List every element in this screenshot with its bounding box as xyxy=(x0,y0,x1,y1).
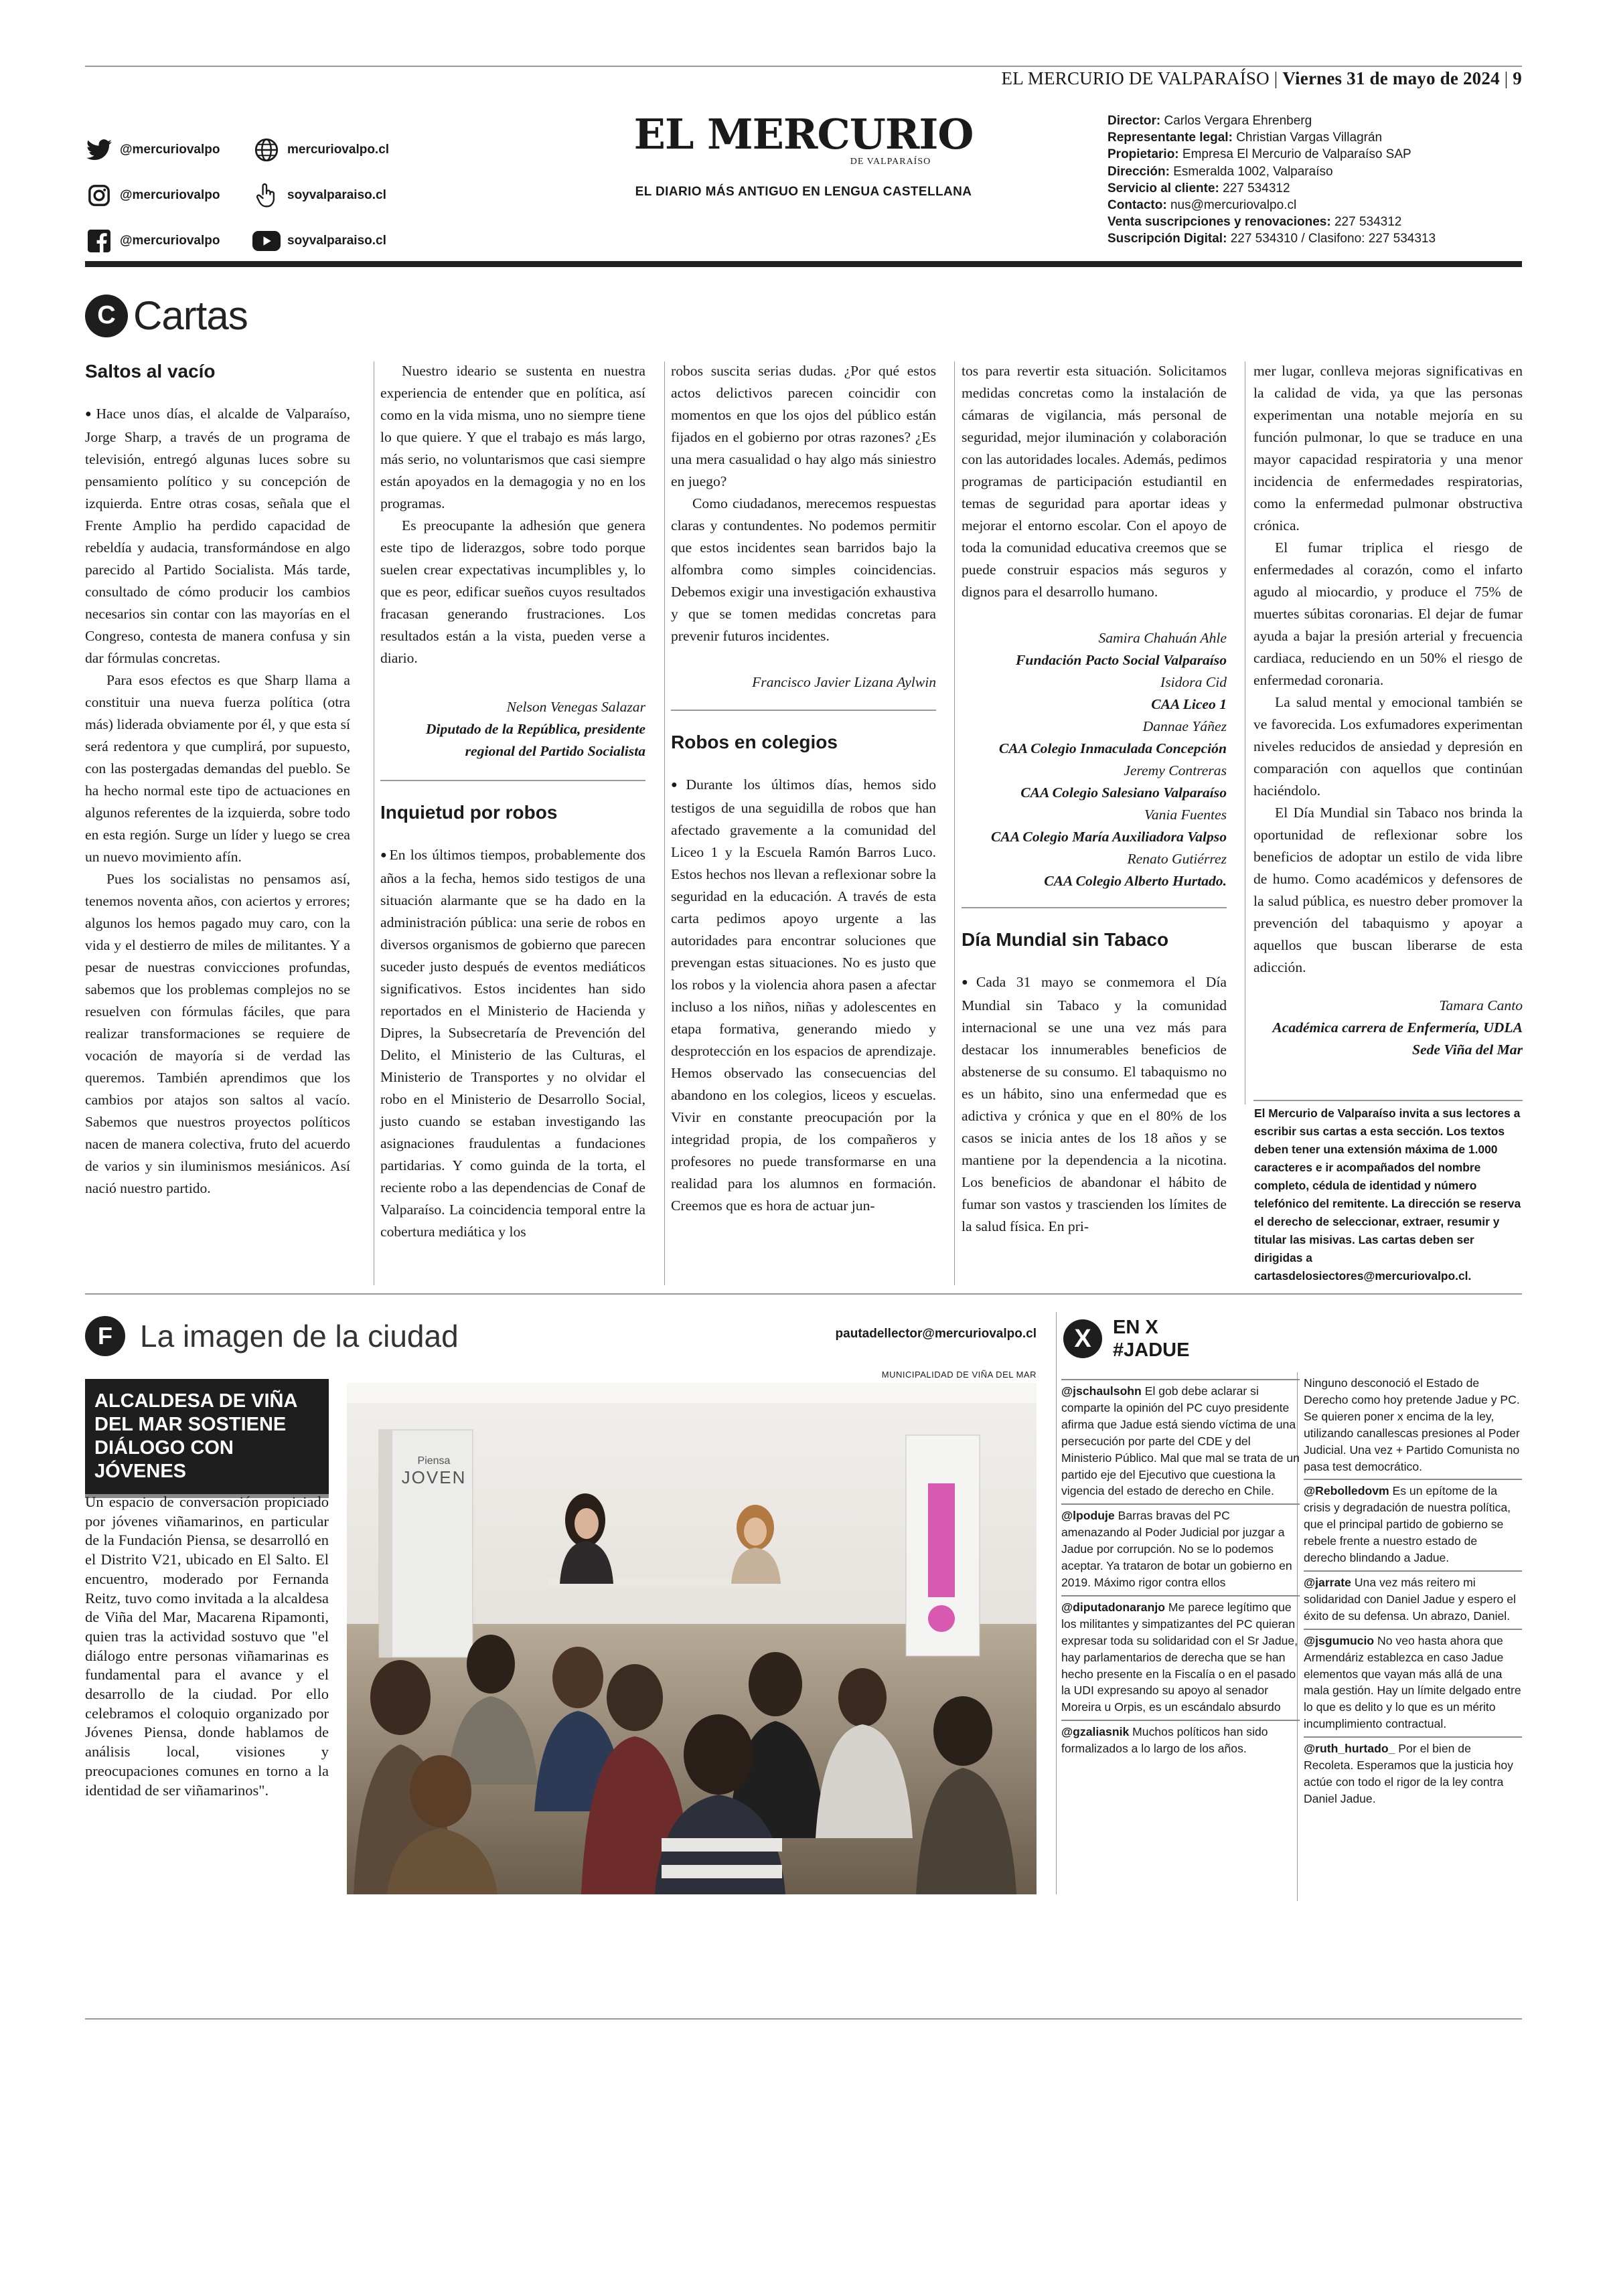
tweet-text: Es un epítome de la crisis y degradación de nuestra política, que el principal partido de gobierno se rebele frente a nuestro estado de derecho blindando a Jadue. xyxy=(1304,1484,1511,1565)
tweet xyxy=(1304,1372,1522,1479)
note-divider xyxy=(1253,1100,1523,1101)
letter-headline: Día Mundial sin Tabaco xyxy=(962,929,1169,950)
tweet xyxy=(1061,1720,1300,1761)
tweet-user[interactable]: @lpoduje xyxy=(1061,1509,1115,1523)
signature-role: Diputado de la República, presidente regional del Partido Socialista xyxy=(425,721,645,759)
signer: Isidora Cid xyxy=(1160,674,1227,690)
tweet xyxy=(1061,1379,1300,1503)
signer: Renato Gutiérrez xyxy=(1127,851,1227,867)
youtube-icon xyxy=(252,227,281,255)
banner-line: JOVEN xyxy=(401,1467,467,1487)
cartas-header xyxy=(85,293,248,339)
tweet xyxy=(1304,1629,1522,1736)
x-section-divider xyxy=(1056,1312,1057,1894)
column-divider xyxy=(664,361,665,1285)
letter-headline: Saltos al vacío xyxy=(85,361,216,382)
staff-line: Servicio al cliente: 227 534312 xyxy=(1107,181,1290,195)
tweet-user[interactable]: @gzaliasnik xyxy=(1061,1725,1130,1739)
instagram-icon xyxy=(85,181,113,210)
tweet-user[interactable]: @ruth_hurtado_ xyxy=(1304,1742,1395,1756)
tweet-text: No veo hasta ahora que Armendáriz establezca en caso Jadue elementos que vayan más allá de una mala gestión. Hay un límite delgado entre lo que es delito y lo que es un mérito incumplimiento contractual. xyxy=(1304,1633,1521,1731)
ciudad-header xyxy=(85,1316,459,1356)
tweet-user[interactable]: @jschaulsohn xyxy=(1061,1384,1142,1398)
signature-name: Francisco Javier Lizana Aylwin xyxy=(752,674,936,690)
tweets-column-1 xyxy=(1061,1379,1300,1761)
tweet xyxy=(1304,1479,1522,1570)
photo-credit: MUNICIPALIDAD DE VIÑA DEL MAR xyxy=(881,1370,1037,1380)
social-twitter[interactable] xyxy=(85,136,252,164)
signer: Dannae Yáñez xyxy=(1142,718,1227,734)
letter-paragraph: Es preocupante la adhesión que genera este tipo de liderazgos, sobre todo porque suelen crear expectativas incumplibles y, lo que es peor, edificar sueños cuyos resultados fracasan generando frustraciones. Los resultados están a la vista, pueden verse a diario. xyxy=(380,517,645,666)
cartas-icon: C xyxy=(85,295,128,337)
staff-line: Director: Carlos Vergara Ehrenberg xyxy=(1107,114,1312,128)
ciudad-title: La imagen de la ciudad xyxy=(140,1319,459,1354)
staff-line: Propietario: Empresa El Mercurio de Valparaíso SAP xyxy=(1107,147,1411,162)
letter-saltos-al-vacio xyxy=(85,360,350,1200)
signer: Vania Fuentes xyxy=(1144,807,1227,823)
banner-text xyxy=(400,1455,467,1488)
letter-column-2 xyxy=(380,360,645,1243)
tweet-text: Una vez más reitero mi solidaridad con Daniel Jadue y espero el éxito de su defensa. Un abrazo, Daniel. xyxy=(1304,1575,1516,1623)
tweet xyxy=(1304,1736,1522,1811)
signer-org: Fundación Pacto Social Valparaíso xyxy=(1016,652,1227,668)
tweet xyxy=(1061,1503,1300,1595)
signer-org: CAA Liceo 1 xyxy=(1151,696,1227,712)
instagram-handle: @mercuriovalpo xyxy=(120,188,220,202)
letter-divider xyxy=(671,710,936,711)
tweet-text: Barras bravas del PC amenazando al Poder Judicial por juzgar a Jadue por corrupción. No se lo podemos aceptar. Ya trataron de botar un gobierno en 2019. Máximo rigor contra ellos xyxy=(1061,1509,1292,1589)
bottom-rule xyxy=(85,2018,1522,2020)
masthead-tagline: EL DIARIO MÁS ANTIGUO EN LENGUA CASTELLANA xyxy=(635,185,972,199)
youtube-url: soyvalparaiso.cl xyxy=(287,234,386,248)
signer-org: CAA Colegio Inmaculada Concepción xyxy=(998,740,1227,756)
letter-paragraph: ● En los últimos tiempos, probablemente dos años a la fecha, hemos sido testigos de una situación alarmante que se ha dado en la administración pública: una serie de robos en diversos organismos de gobierno que parecen suceder justo después de eventos mediáticos significativos. Estos incidentes han sido reportados en el Ministerio de Hacienda y Dipres, la Subsecretaría de Prevención del Delito, el Ministerio de las Culturas, el Ministerio de Transportes y no olvidar el robo en el Ministerio de Desarrollo Social, justo cuando se estaban investigando las asignaciones fraudulentas a fundaciones partidarias. Y como guinda de la torta, el reciente robo a las dependencias de Conaf de Valparaíso. La coincidencia temporal entre la cobertura mediática y los xyxy=(380,844,645,1243)
letter-paragraph: Para esos efectos es que Sharp llama a constituir una nueva fuerza política (otra más) liderada obviamente por él, y que esta sí será redentora y que cumplirá, por supuesto, con las postergadas demandas del pueblo. Se ha hecho normal este tipo de actuaciones en algunos referentes de la izquierda, sobre todo en esta región. Surge un líder y luego se crea un nuevo movimiento afín. xyxy=(85,671,350,865)
letter-headline: Robos en colegios xyxy=(671,732,838,752)
signer-org: CAA Colegio Salesiano Valparaíso xyxy=(1020,785,1227,801)
ciudad-icon: F xyxy=(85,1316,125,1356)
letter-paragraph: ● Durante los últimos días, hemos sido testigos de una seguidilla de robos que han afectado gravemente a la comunidad del Liceo 1 y la Escuela Ramón Barros Luco. Estos hechos nos llevan a reflexionar sobre la seguridad en la educación. A través de esta carta pedimos apoyo urgente a las autoridades para encontrar soluciones que prevengan estas situaciones. No es justo que los robos y la violencia ahora pasen a afectar incluso a los niños, niñas y adolescentes en etapa formativa, generando miedo y desprotección en los espacios de aprendizaje. Hemos observado las consecuencias del abandono en los colegios, liceos y escuelas. Vivir en constante preocupación por la integridad propia, de los compañeros y profesores no puede transformarse en una realidad para los alumnos en formación. Creemos que es hora de actuar jun- xyxy=(671,774,936,1217)
folio-page: 9 xyxy=(1513,68,1522,88)
masthead-logo: EL MERCURIO xyxy=(633,110,974,159)
staff-box xyxy=(1107,112,1523,248)
social-instagram[interactable] xyxy=(85,181,252,210)
letter-paragraph: ● Cada 31 mayo se conmemora el Día Mundial sin Tabaco y la comunidad internacional se une una vez más para destacar los innumerables beneficios de abstenerse de su consumo. El tabaquismo no es un hábito, sino una enfermedad que es adictiva y crónica y que en el 80% de los casos se inicia antes de los 18 años y se mantiene por la dependencia a la nicotina. Los beneficios de abandonar el hábito de fumar son vastos y trascienden los límites de la salud física. En pri- xyxy=(962,971,1227,1238)
tweet-text: Me parece legítimo que los militantes y simpatizantes del PC quieran expresar toda su solidaridad con el Sr Jadue, hay parlamentarios de derecha que se han hecho presente en la Fiscalía o en el pasado la UDI expresando su apoyo al senador Moreira u Orpis, es un escándalo absurdo xyxy=(1061,1600,1298,1714)
social-youtube[interactable] xyxy=(252,227,420,255)
tweet-text: Por el bien de Recoleta. Esperamos que la justicia hoy actúe con todo el rigor de la ley contra Daniel Jadue. xyxy=(1304,1742,1513,1805)
letter-signers xyxy=(962,627,1227,892)
tweet xyxy=(1304,1570,1522,1629)
ciudad-headline: ALCALDESA DE VIÑA DEL MAR SOSTIENE DIÁLOGO CON JÓVENES xyxy=(85,1379,329,1498)
letter-paragraph: Nuestro ideario se sustenta en nuestra experiencia de entender que en política, así como en la vida misma, uno no siempre tiene lo que quiere. Y que el trabajo es más largo, más serio, no voluntarismos que casi siempre están apoyados en la demagogia y no en los programas. xyxy=(380,363,645,511)
tweet-user[interactable]: @jsgumucio xyxy=(1304,1633,1375,1647)
letter-signature xyxy=(380,696,645,762)
signer: Jeremy Contreras xyxy=(1124,762,1227,778)
signer-org: CAA Colegio María Auxiliadora Valpso xyxy=(991,829,1227,845)
top-rule xyxy=(85,66,1522,67)
tweet-user[interactable]: @diputadonaranjo xyxy=(1061,1600,1165,1614)
folio-date: Viernes 31 de mayo de 2024 xyxy=(1282,68,1500,88)
letter-paragraph: ● Hace unos días, el alcalde de Valparaíso, Jorge Sharp, a través de un programa de televisión, entregó algunas luces sobre su pensamiento político y su concepción de izquierda. Entre otras cosas, señala que el Frente Amplio ha perdido capacidad de rebeldía y audacia, transformándose en algo parecido al Partido Socialista. Más tarde, consultado de cómo producir los cambios necesarios sin contar con las mayorías en el Congreso, contesta de manera confusa y sin dar fórmulas concretas. xyxy=(85,403,350,669)
facebook-handle: @mercuriovalpo xyxy=(120,234,220,248)
letter-paragraph: El fumar triplica el riesgo de enfermedades al corazón, como el infarto agudo al miocardio, y produce el 75% de muertes súbitas coronarias. El dejar de fumar ayuda a bajar la presión arterial y frecuencia cardiaca, reduciendo en un 50% el riesgo de enfermedad coronaria. xyxy=(1253,540,1523,688)
tweets-column-2 xyxy=(1304,1372,1522,1811)
x-logo-icon: X xyxy=(1063,1319,1102,1358)
tweet xyxy=(1061,1595,1300,1720)
tweet-text: El gob debe aclarar si comparte la opinión del PC cuyo presidente afirma que Jadue está siendo víctima de una persecución por parte del CDE y del Ministerio Público. Mal que mal se trata de un partido eje del Ejecutivo que cuestiona la vigencia del estado de derecho en Chile. xyxy=(1061,1384,1300,1498)
letter-column-4 xyxy=(962,360,1227,1238)
signature-role: Académica carrera de Enfermería, UDLA Sede Viña del Mar xyxy=(1272,1019,1523,1058)
letter-paragraph: robos suscita serias dudas. ¿Por qué estos actos delictivos parecen coincidir con momentos en que los ojos del público están fijados en el gobierno por otras razones? ¿Es una mera casualidad o hay algo más siniestro en juego? xyxy=(671,363,936,489)
tweet-user[interactable]: @Rebolledovm xyxy=(1304,1484,1389,1498)
letter-paragraph: Como ciudadanos, merecemos respuestas claras y contundentes. No podemos permitir que estos incidentes sean barridos bajo la alfombra como simples coincidencias. Debemos exigir una investigación exhaustiva y que se tomen medidas concretas para prevenir futuros incidentes. xyxy=(671,495,936,644)
masthead-rule xyxy=(85,261,1522,267)
letter-column-5 xyxy=(1253,360,1523,1061)
twitter-handle: @mercuriovalpo xyxy=(120,143,220,157)
tweet-text: Ninguno desconoció el Estado de Derecho como hoy pretende Jadue y PC. Se quieren poner x encima de la ley, utilizando canallescas presiones al Poder Judicial. Una vez + Partido Comunista no pasa test democrático. xyxy=(1304,1376,1520,1473)
staff-line: Venta suscripciones y renovaciones: 227 534312 xyxy=(1107,215,1402,230)
letter-divider xyxy=(380,780,645,781)
x-hashtag: #JADUE xyxy=(1113,1339,1190,1361)
letter-paragraph: mer lugar, conlleva mejoras significativas en la calidad de vida, ya que las personas experimentan una notable mejoría en su función pulmonar, lo que se traduce en una mayor capacidad respiratoria y una menor incidencia de enfermedades respiratorias, como la enfermedad pulmonar obstructiva crónica. xyxy=(1253,363,1523,534)
social-web[interactable] xyxy=(252,136,420,164)
letter-signature xyxy=(671,671,936,693)
x-title-line: EN X xyxy=(1113,1317,1158,1338)
globe-icon xyxy=(252,136,281,164)
cartas-submission-note: El Mercurio de Valparaíso invita a sus lectores a escribir sus cartas a esta sección. Los textos deben tener una extensión máxima de 1.000 caracteres e ir acompañados del nombre completo, cédula de identidad y número telefónico del remitente. La dirección se reserva el derecho de seleccionar, extraer, resumir y titular las misivas. Las cartas deben ser dirigidas a cartasdelosiectores@mercuriovalpo.cl. xyxy=(1254,1106,1521,1283)
x-section-header xyxy=(1063,1316,1189,1362)
letter-signature xyxy=(1253,995,1523,1061)
letter-paragraph: Pues los socialistas no pensamos así, tenemos noventa años, con aciertos y errores; algunos los hemos pagado muy caro, con la vida y el destierro de miles de militantes. Y a pesar de nuestras convicciones profundas, sabemos que los problemas complejos no se resuelven con fórmulas fáciles, que para realizar transformaciones se requiere de vocación de mayoría si de verdad las queremos. También aprendimos que los cambios por atajos son saltos al vacío. Sabemos que nuestros proyectos políticos nacen de manera colectiva, fruto del acuerdo de varios y sin iluminismos mesiánicos. Así nació nuestro partido. xyxy=(85,870,350,1196)
section-rule xyxy=(85,1293,1522,1295)
column-divider xyxy=(954,361,955,1285)
twitter-icon xyxy=(85,136,113,164)
social-facebook[interactable] xyxy=(85,227,252,255)
signature-name: Nelson Venegas Salazar xyxy=(506,699,645,715)
social-soyvalparaiso[interactable] xyxy=(252,181,420,210)
letter-paragraph: El Día Mundial sin Tabaco nos brinda la oportunidad de reflexionar sobre los beneficios de adoptar un estilo de vida libre de humo. Como académicos y defensores de la salud pública, es nuestro deber promover la prevención del tabaquismo y apoyar a aquellos que buscan liberarse de esta adicción. xyxy=(1253,805,1523,975)
signer-org: CAA Colegio Alberto Hurtado. xyxy=(1044,873,1227,889)
masthead xyxy=(562,110,1045,199)
staff-line: Representante legal: Christian Vargas Villagrán xyxy=(1107,131,1383,145)
web-url: mercuriovalpo.cl xyxy=(287,143,390,157)
letter-headline: Inquietud por robos xyxy=(380,802,558,823)
ciudad-caption: Un espacio de conversación propiciado por jóvenes viñamarinos, en particular de la Fundación Piensa, se desarrolló en el Distrito V21, ubicado en El Salto. El encuentro, moderado por Fernanda Reitz, tuvo como invitada a la alcaldesa de Viña del Mar, Macarena Ripamonti, quien tras la actividad sostuvo que "el diálogo entre personas viñamarinas es fundamental para el avance y el desarrollo de la ciudad. Por ello celebramos el coloquio organizado por Jóvenes Piensa, donde hablamos de análisis local, visiones y preocupaciones comunes en torno a la identidad de ser viñamarinos". xyxy=(85,1493,329,1799)
staff-line: Suscripción Digital: 227 534310 / Clasifono: 227 534313 xyxy=(1107,232,1436,246)
event-photo xyxy=(347,1383,1037,1894)
letter-paragraph: tos para revertir esta situación. Solicitamos medidas concretas como la instalación de cámaras de vigilancia, más personal de seguridad, mejor iluminación y colaboración con las autoridades locales. Además, pedimos programas de participación estudiantil en temas de seguridad para aportar ideas y mejorar el entorno escolar. Con el apoyo de toda la comunidad educativa creemos que se puede construir espacios más seguros y dignos para el desarrollo humano. xyxy=(962,363,1227,600)
hand-pointer-icon xyxy=(252,181,281,210)
letter-column-3 xyxy=(671,360,936,1217)
banner-line: Piensa xyxy=(417,1455,451,1467)
facebook-icon xyxy=(85,227,113,255)
folio-paper: EL MERCURIO DE VALPARAÍSO xyxy=(1001,68,1270,88)
staff-line: Dirección: Esmeralda 1002, Valparaíso xyxy=(1107,164,1333,179)
letter-divider xyxy=(962,907,1227,908)
cartas-title: Cartas xyxy=(133,293,248,338)
tweet-user[interactable]: @jarrate xyxy=(1304,1575,1351,1589)
signer: Samira Chahuán Ahle xyxy=(1098,630,1227,646)
masthead-sub: DE VALPARAÍSO xyxy=(850,157,931,167)
soyvalparaiso-url: soyvalparaiso.cl xyxy=(287,188,386,202)
social-links xyxy=(85,127,420,264)
staff-line: Contacto: nus@mercuriovalpo.cl xyxy=(1107,198,1297,213)
signature-name: Tamara Canto xyxy=(1439,997,1523,1013)
x-section-title xyxy=(1113,1316,1189,1362)
letter-paragraph: La salud mental y emocional también se ve favorecida. Los exfumadores experimentan niveles reducidos de ansiedad y depresión en comparación con aquellos que continúan haciéndolo. xyxy=(1253,694,1523,799)
ciudad-email[interactable]: pautadellector@mercuriovalpo.cl xyxy=(835,1327,1037,1341)
page-folio: EL MERCURIO DE VALPARAÍSO | Viernes 31 de mayo de 2024 | 9 xyxy=(1001,68,1522,88)
tweet-text: Muchos políticos han sido formalizados a lo largo de los años. xyxy=(1061,1725,1268,1756)
